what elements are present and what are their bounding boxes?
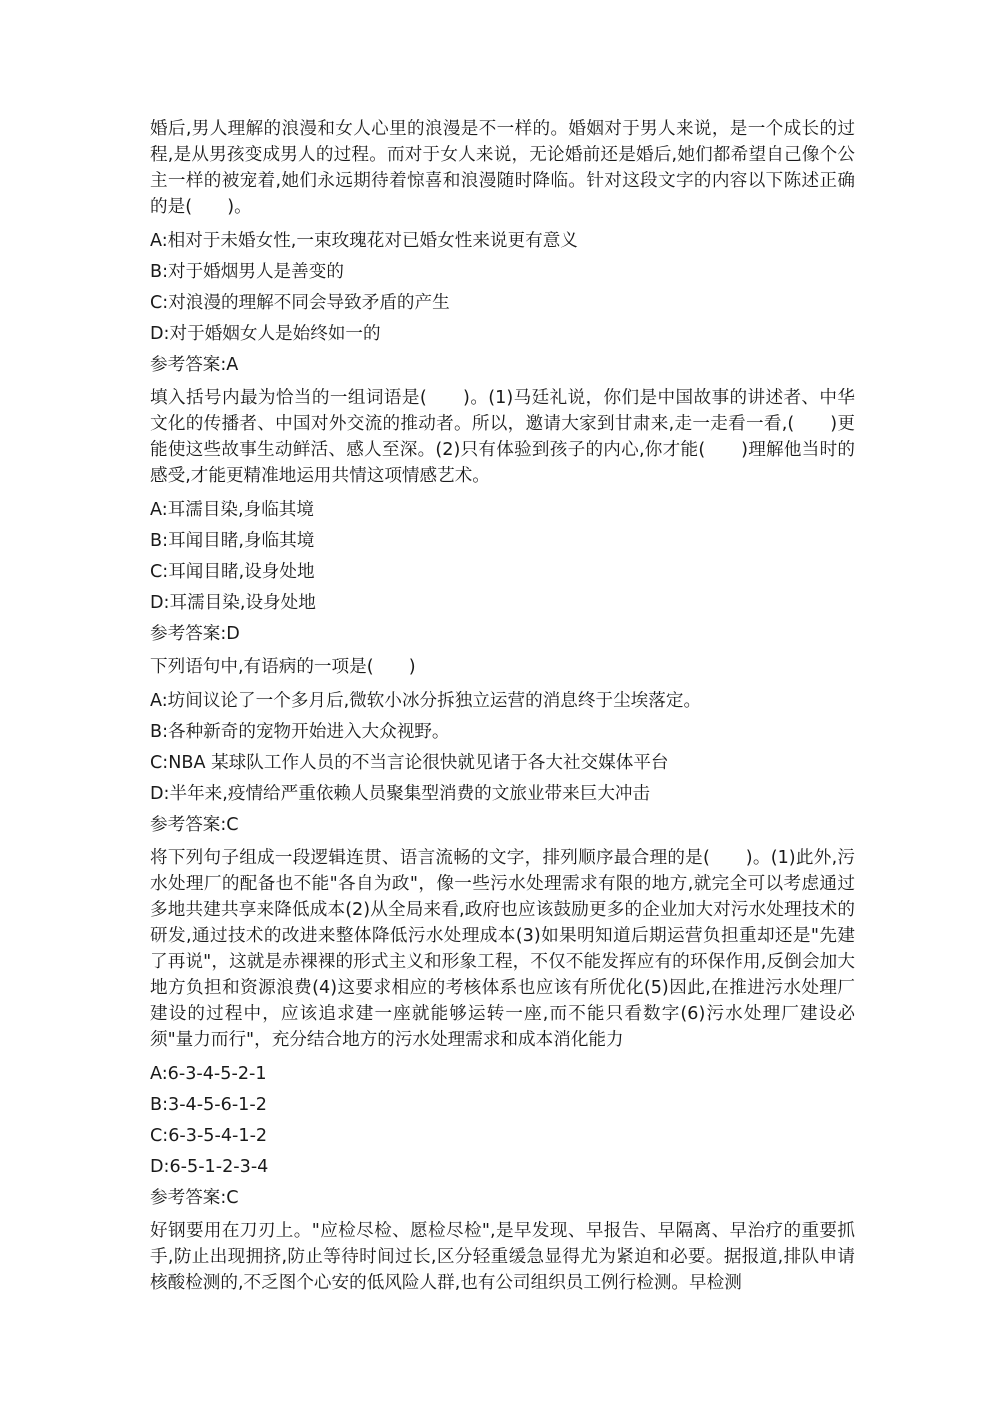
question-stem: 将下列句子组成一段逻辑连贯、语言流畅的文字，排列顺序最合理的是( )。(1)此外,污水处理厂的配备也不能"各自为政"，像一些污水处理需求有限的地方,就完全可以考虑通过多地共建共享来降低成本(2)从全局来看,政府也应该鼓励更多的企业加大对污水处理技术的研发,通过技术的改进来整体降低污水处理成本(3)如果明知道后期运营负担重却还是"先建了再说"，这就是赤裸裸的形式主义和形象工程，不仅不能发挥应有的环保作用,反倒会加大地方负担和资源浪费(4)这要求相应的考核体系也应该有所优化(5)因此,在推进污水处理厂建设的过程中，应该追求建一座就能够运转一座,而不能只看数字(6)污水处理厂建设必须"量力而行"，充分结合地方的污水处理需求和成本消化能力 bbox=[150, 848, 855, 1050]
option-b: B:各种新奇的宠物开始进入大众视野。 bbox=[150, 722, 450, 742]
question-stem: 好钢要用在刀刃上。"应检尽检、愿检尽检",是早发现、早报告、早隔离、早治疗的重要抓手,防止出现拥挤,防止等待时间过长,区分轻重缓急显得尤为紧迫和必要。据报道,排队申请核酸检测的,不乏图个心安的低风险人群,也有公司组织员工例行检测。早检测 bbox=[150, 1221, 855, 1293]
question-stem: 填入括号内最为恰当的一组词语是( )。(1)马廷礼说，你们是中国故事的讲述者、中华文化的传播者、中国对外交流的推动者。所以，邀请大家到甘肃来,走一走看一看,( )更能使这些故事生动鲜活、感人至深。(2)只有体验到孩子的内心,你才能( )理解他当时的感受,才能更精准地运用共情这项情感艺术。 bbox=[150, 388, 855, 486]
option-c: C:6-3-5-4-1-2 bbox=[150, 1126, 268, 1146]
option-b: B:对于婚烟男人是善变的 bbox=[150, 262, 344, 282]
answer-line: 参考答案:A bbox=[150, 355, 239, 375]
question-stem: 婚后,男人理解的浪漫和女人心里的浪漫是不一样的。婚姻对于男人来说，是一个成长的过程,是从男孩变成男人的过程。而对于女人来说，无论婚前还是婚后,她们都希望自己像个公主一样的被宠着,她们永远期待着惊喜和浪漫随时降临。针对这段文字的内容以下陈述正确的是( )。 bbox=[150, 119, 855, 217]
option-a: A:相对于未婚女性,一束玫瑰花对已婚女性来说更有意义 bbox=[150, 231, 578, 251]
option-c: C:NBA 某球队工作人员的不当言论很快就见诸于各大社交媒体平台 bbox=[150, 753, 669, 773]
option-a: A:耳濡目染,身临其境 bbox=[150, 500, 314, 520]
option-d: D:6-5-1-2-3-4 bbox=[150, 1157, 269, 1177]
option-c: C:耳闻目睹,设身处地 bbox=[150, 562, 315, 582]
option-b: B:3-4-5-6-1-2 bbox=[150, 1095, 267, 1115]
option-a: A:6-3-4-5-2-1 bbox=[150, 1064, 267, 1084]
question-stem: 下列语句中,有语病的一项是( ) bbox=[150, 657, 416, 677]
option-a: A:坊间议论了一个多月后,微软小冰分拆独立运营的消息终于尘埃落定。 bbox=[150, 691, 702, 711]
option-d: D:半年来,疫情给严重依赖人员聚集型消费的文旅业带来巨大冲击 bbox=[150, 784, 651, 804]
option-d: D:耳濡目染,设身处地 bbox=[150, 593, 316, 613]
answer-line: 参考答案:D bbox=[150, 624, 240, 644]
answer-line: 参考答案:C bbox=[150, 1188, 239, 1208]
answer-line: 参考答案:C bbox=[150, 815, 239, 835]
document-body bbox=[150, 116, 855, 1296]
option-c: C:对浪漫的理解不同会导致矛盾的产生 bbox=[150, 293, 450, 313]
option-d: D:对于婚姻女人是始终如一的 bbox=[150, 324, 381, 344]
option-b: B:耳闻目睹,身临其境 bbox=[150, 531, 315, 551]
